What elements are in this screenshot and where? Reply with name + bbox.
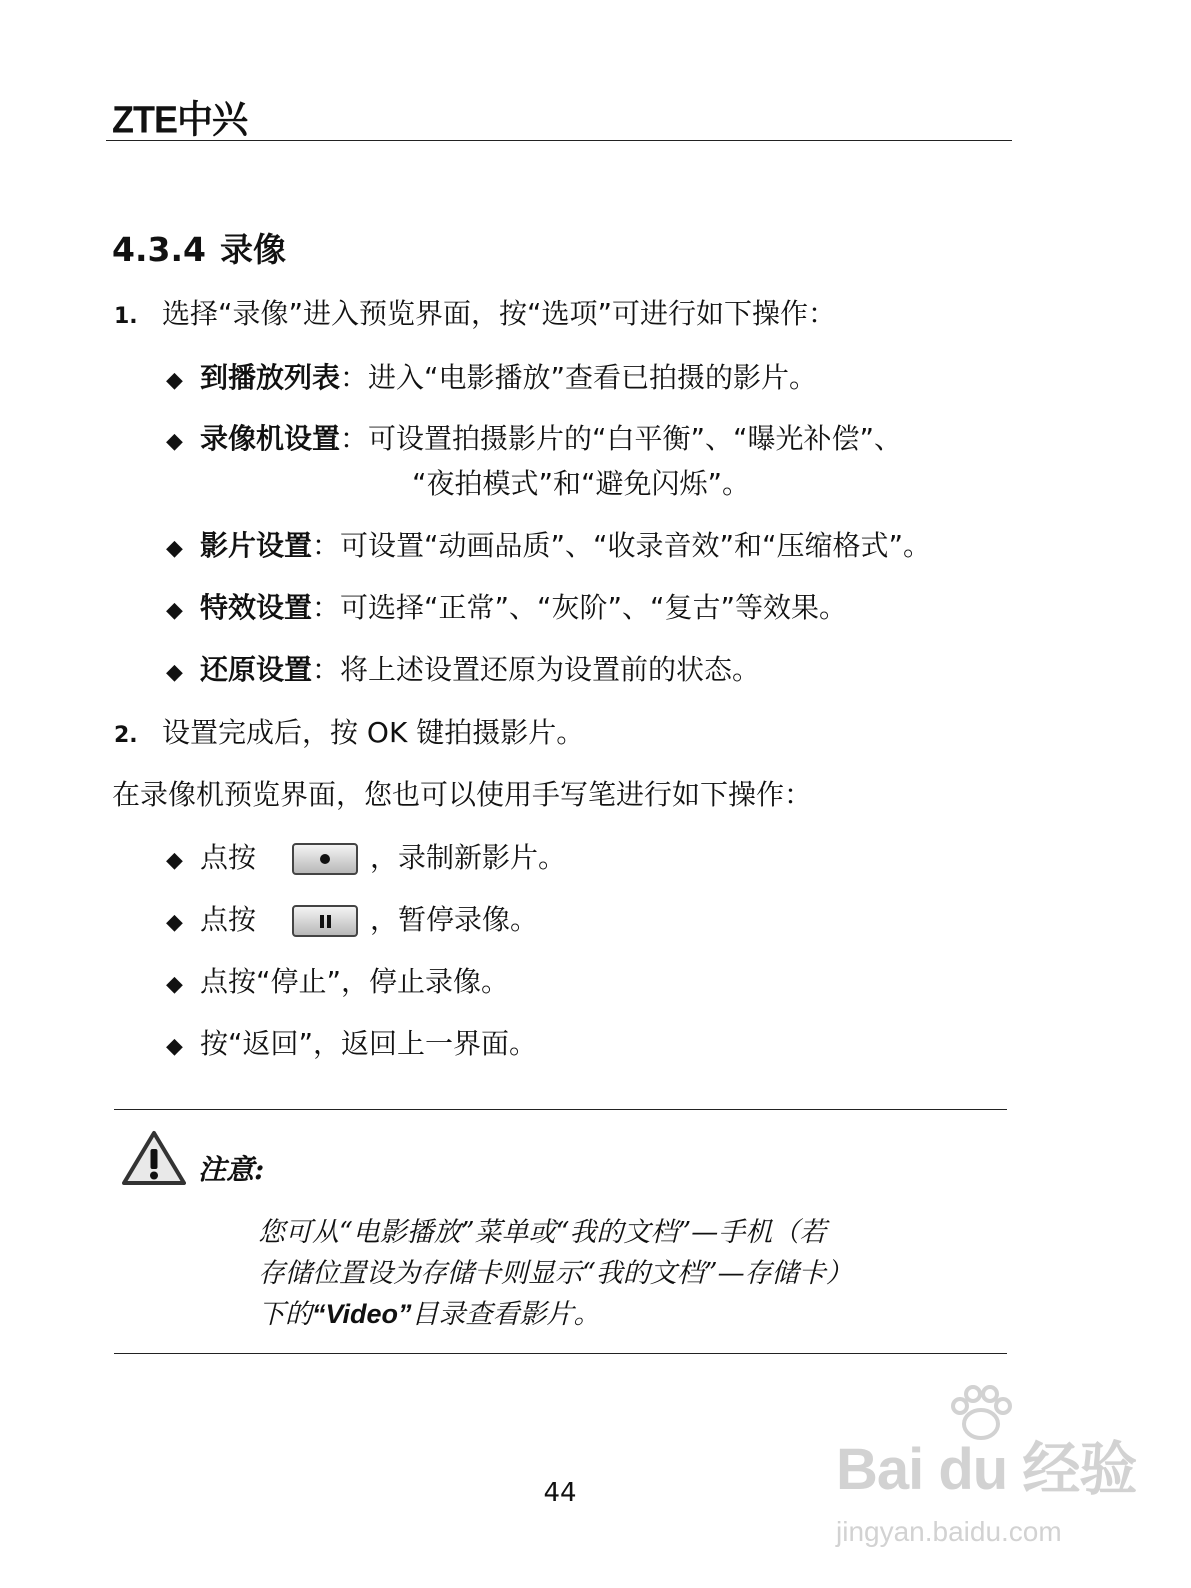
baidu-watermark	[836, 1392, 1136, 1548]
note-line-3-pre: 下的	[258, 1299, 312, 1330]
bullet-diamond-icon: ◆	[166, 598, 183, 623]
stylus-item-stop	[166, 964, 509, 1003]
bullet-diamond-icon: ◆	[166, 660, 183, 685]
bullet-diamond-icon: ◆	[166, 368, 183, 393]
stylus-item-pause	[166, 902, 538, 941]
bullet-diamond-icon: ◆	[166, 536, 183, 561]
option-desc: ：可选择“正常”、“灰阶”、“复古”等效果。	[312, 591, 848, 624]
section-title: 录像	[219, 230, 286, 269]
bullet-diamond-icon: ◆	[166, 429, 183, 454]
option-video-settings	[166, 528, 931, 567]
section-number: 4.3.4	[112, 230, 206, 269]
step-text: 选择“录像”进入预览界面，按“选项”可进行如下操作：	[162, 297, 837, 330]
note-top-rule	[114, 1109, 1007, 1110]
zte-logo: ZTE中兴	[112, 98, 247, 142]
warning-icon	[122, 1130, 186, 1186]
step-number: 2.	[114, 723, 138, 748]
option-desc: ：进入“电影播放”查看已拍摄的影片。	[340, 361, 818, 394]
option-label: 特效设置	[200, 591, 313, 624]
stylus-prefix: 点按	[200, 903, 257, 936]
stylus-suffix: ，录制新影片。	[370, 841, 567, 874]
option-desc: ：可设置“动画品质”、“收录音效”和“压缩格式”。	[312, 529, 932, 562]
bullet-diamond-icon: ◆	[166, 972, 183, 997]
watermark-brand: Bai du 经验	[836, 1437, 1137, 1502]
option-label: 录像机设置	[200, 422, 341, 455]
option-effect-settings	[166, 590, 847, 629]
note-line-1: 您可从“电影播放”菜单或“我的文档”—手机（若	[258, 1217, 827, 1248]
stylus-item-record	[166, 840, 566, 879]
note-line-3	[258, 1294, 601, 1335]
option-label: 到播放列表	[200, 361, 341, 394]
section-heading	[112, 224, 286, 271]
bullet-diamond-icon: ◆	[166, 1034, 183, 1059]
option-desc: ：可设置拍摄影片的“白平衡”、“曝光补偿”、	[340, 422, 903, 455]
page-number: 44	[543, 1478, 577, 1508]
note-line-3-post: 目录查看影片。	[411, 1299, 601, 1330]
stylus-prefix: 点按	[200, 841, 257, 874]
option-camcorder-settings	[166, 421, 902, 460]
bullet-diamond-icon: ◆	[166, 910, 183, 935]
watermark-url: jingyan.baidu.com	[836, 1516, 1062, 1547]
option-restore-settings	[166, 652, 760, 691]
step-text: 设置完成后，按 OK 键拍摄影片。	[162, 716, 585, 749]
stylus-suffix: ，暂停录像。	[370, 903, 539, 936]
note-video-label: “Video”	[312, 1299, 412, 1329]
note-bottom-rule	[114, 1353, 1007, 1354]
step-1	[114, 296, 836, 335]
stylus-item-back	[166, 1026, 537, 1065]
option-desc: ：将上述设置还原为设置前的状态。	[312, 653, 761, 686]
option-play-list	[166, 360, 817, 399]
header-rule	[106, 140, 1012, 141]
stylus-intro: 在录像机预览界面，您也可以使用手写笔进行如下操作：	[112, 778, 813, 811]
stylus-text: 按“返回”，返回上一界面。	[200, 1027, 538, 1060]
pause-icon	[292, 905, 358, 937]
option-desc-continued: “夜拍模式”和“避免闪烁”。	[412, 467, 751, 500]
option-label: 还原设置	[200, 653, 313, 686]
stylus-text: 点按“停止”，停止录像。	[200, 965, 510, 998]
step-2	[114, 715, 584, 754]
note-heading: 注意:	[198, 1153, 265, 1186]
step-number: 1.	[114, 304, 138, 329]
option-label: 影片设置	[200, 529, 313, 562]
paw-icon	[946, 1384, 1016, 1444]
note-line-2: 存储位置设为存储卡则显示“我的文档”—存储卡）	[258, 1258, 853, 1289]
bullet-diamond-icon: ◆	[166, 848, 183, 873]
record-icon	[292, 843, 358, 875]
